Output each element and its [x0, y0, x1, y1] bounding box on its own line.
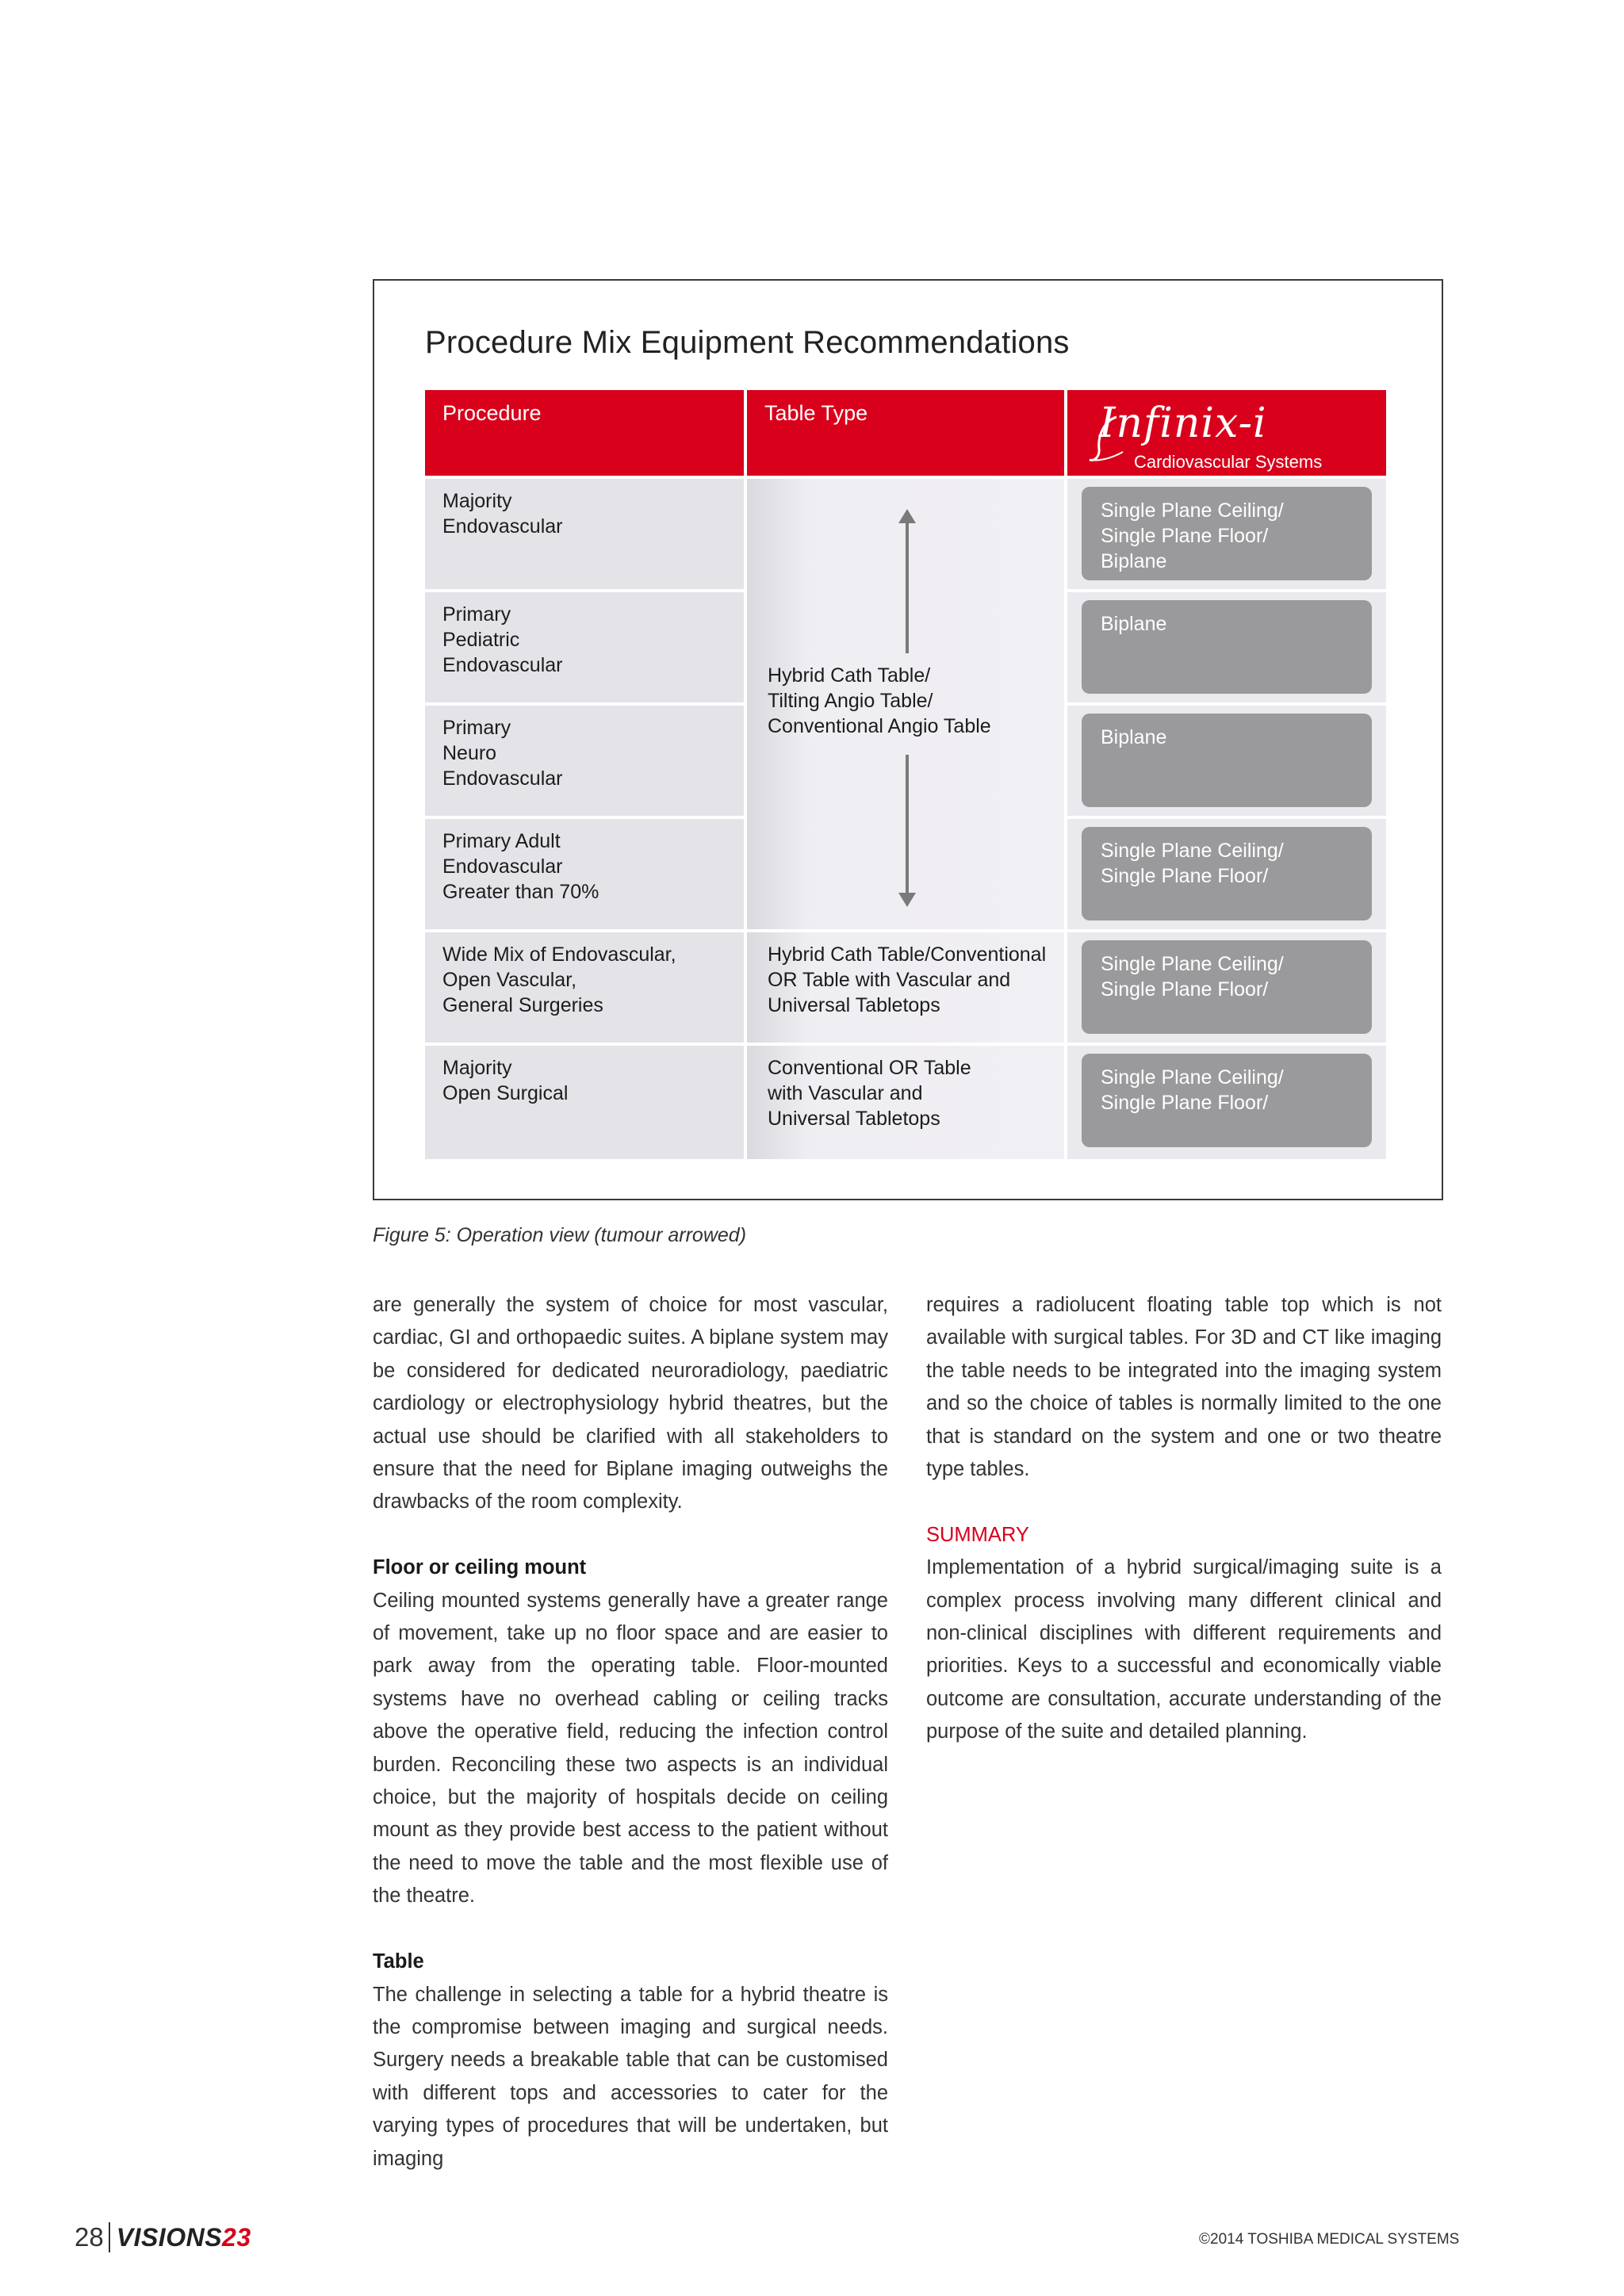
footer-divider [109, 2222, 110, 2252]
header-brand [1067, 390, 1386, 476]
header-table-type: Table Type [747, 390, 1064, 476]
magazine-name: VISIONS [116, 2222, 223, 2252]
procedure-cell: Wide Mix of Endovascular, Open Vascular, General Surgeries [425, 932, 744, 1043]
merged-table-type-cell [747, 479, 1064, 929]
left-column [373, 1289, 888, 2175]
right-column [926, 1289, 1442, 1749]
system-cell [1067, 819, 1386, 929]
system-cell [1067, 1046, 1386, 1159]
magazine-logo [117, 2223, 251, 2252]
right-intro-paragraph: requires a radiolucent floating table top which is not available with surgical tables. For 3D and CT like imaging the table needs to be integrated into the imaging system and so the choice of tables is normally limited to the one that is standard on the system and one or two theatre type tables. [926, 1294, 1442, 1481]
procedure-cell: Majority Endovascular [425, 479, 744, 589]
system-cell [1067, 706, 1386, 816]
header-procedure: Procedure [425, 390, 744, 476]
floor-ceiling-paragraph: Ceiling mounted systems generally have a greater range of movement, take up no floor space and are easier to park away from the operating table. Floor-mounted systems have no overhead cabling or ceiling tracks above the operative field, reducing the infection control burden. Reconciling these two aspects is an individual choice, but the majority of hospitals decide on ceiling mount as they provide best access to the patient without the need to move the table and the most flexible use of the theatre. [373, 1589, 888, 1908]
left-intro-paragraph: are generally the system of choice for most vascular, cardiac, GI and orthopaedic suites. A biplane system may be considered for dedicated neuroradiology, paediatric cardiology or electrophysiology hybrid theatres, but the actual use should be clarified with all stakeholders to ensure that the need for Biplane imaging outweighs the drawbacks of the room complexity. [373, 1294, 888, 1513]
system-cell [1067, 932, 1386, 1043]
system-pill: Single Plane Ceiling/ Single Plane Floor/ Biplane [1082, 487, 1372, 580]
brand-subtitle: Cardiovascular Systems [1134, 452, 1323, 472]
system-pill: Biplane [1082, 600, 1372, 694]
system-cell [1067, 479, 1386, 589]
summary-paragraph: Implementation of a hybrid surgical/imaging suite is a complex process involving many different clinical and non-clinical disciplines with different requirements and priorities. Keys to a successful and economically viable outcome are consultation, accurate understanding of the purpose of the suite and detailed planning. [926, 1556, 1442, 1743]
table-type-cell: Conventional OR Table with Vascular and Universal Tabletops [747, 1046, 1064, 1159]
magazine-issue: 23 [222, 2222, 251, 2252]
figure-title: Procedure Mix Equipment Recommendations [425, 325, 1070, 360]
brand-script: Infinix-i [1099, 400, 1267, 447]
system-cell [1067, 592, 1386, 702]
infinix-logo [1091, 400, 1362, 472]
table-heading: Table [373, 1950, 424, 1973]
page-number: 28 [75, 2222, 104, 2252]
arrow-down-line [906, 755, 909, 894]
system-pill: Single Plane Ceiling/ Single Plane Floor/ [1082, 940, 1372, 1034]
floor-ceiling-heading: Floor or ceiling mount [373, 1556, 587, 1579]
procedure-cell: Primary Neuro Endovascular [425, 706, 744, 816]
system-pill: Single Plane Ceiling/ Single Plane Floor/ [1082, 827, 1372, 920]
table-paragraph: The challenge in selecting a table for a hybrid theatre is the compromise between imaging and surgical needs. Surgery needs a breakable table that can be customised with different tops and accessories to cater for the varying types of procedures that will be undertaken, but imaging [373, 1983, 888, 2170]
table-type-cell: Hybrid Cath Table/Conventional OR Table with Vascular and Universal Tabletops [747, 932, 1064, 1043]
summary-heading: SUMMARY [926, 1523, 1029, 1546]
arrow-down-icon [898, 893, 916, 907]
figure-caption: Figure 5: Operation view (tumour arrowed) [373, 1224, 747, 1246]
procedure-cell: Primary Pediatric Endovascular [425, 592, 744, 702]
procedure-cell: Primary Adult Endovascular Greater than 70% [425, 819, 744, 929]
procedure-cell: Majority Open Surgical [425, 1046, 744, 1159]
arrow-up-line [906, 520, 909, 653]
system-pill: Single Plane Ceiling/ Single Plane Floor/ [1082, 1054, 1372, 1147]
system-pill: Biplane [1082, 714, 1372, 807]
footer-page-info [75, 2220, 251, 2255]
recommendation-table [425, 390, 1386, 1159]
merged-table-type-text: Hybrid Cath Table/ Tilting Angio Table/ Conventional Angio Table [768, 664, 991, 737]
copyright-notice: ©2014 TOSHIBA MEDICAL SYSTEMS [1199, 2231, 1460, 2248]
figure-box [373, 279, 1443, 1200]
